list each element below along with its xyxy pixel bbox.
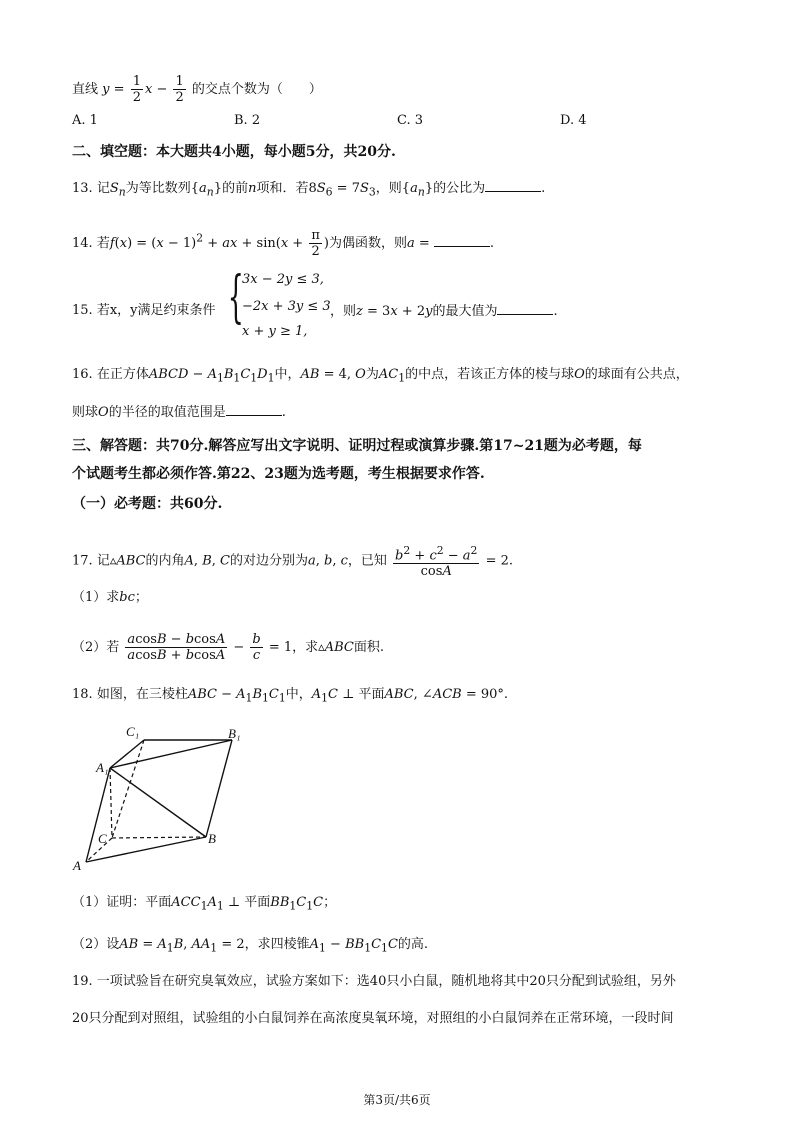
q12-stem-tail: 直线 y = $\frac{1}{2}$ x − $\frac{1}{2}$ 的交点个数为（ ） — [72, 74, 322, 105]
q17: 17. 记▵ABC的内角A, B, C的对边分别为a, b, c，已知 $\frac{b^2 + c^2 - a^2}{\cos A}$ = 2. — [72, 544, 514, 580]
section3-heading-line1: 三、解答题：共70分.解答应写出文字说明、证明过程或演算步骤.第17~21题为必考题，每 — [72, 438, 642, 454]
q12-option-b: B. 2 — [234, 113, 261, 128]
label-c: C — [98, 831, 107, 846]
q13: 13. 记$S_n$为等比数列$\{a_n\}$的前n项和．若$8S_6 = 7S_3$，则$\{a_n\}$的公比为 . — [72, 181, 546, 199]
label-a1: A₁ — [96, 760, 109, 775]
q12-option-c: C. 3 — [397, 113, 424, 128]
q15-tail: ，则z = 3x + 2y的最大值为 . — [330, 304, 558, 319]
page-footer: 第3页/共6页 — [363, 1093, 431, 1107]
q15-label: 15. 若x，y满足约束条件 — [72, 303, 216, 318]
q18-part2: （2）设AB = $A_1B$, $AA_1 = 2$，求四棱锥$A_1 - BB_1C_1C$的高. — [72, 937, 429, 955]
q18-part1: （1）证明：平面$ACC_1A_1$ ⊥ 平面$BB_1C_1C$； — [72, 895, 337, 913]
label-c1: C₁ — [126, 724, 140, 739]
section3-heading-line2: 个试题考生都必须作答.第22、23题为选考题，考生根据要求作答. — [72, 466, 485, 482]
section2-heading: 二、填空题：本大题共4小题，每小题5分，共20分. — [72, 144, 396, 160]
prism-figure — [60, 722, 260, 874]
q14: 14. 若$f(x) = (x - 1)^2$ + ax + sin(x + $\frac{\pi}{2}$ )为偶函数，则a = . — [72, 228, 495, 259]
q16-line2: 则球O的半径的取值范围是 . — [72, 405, 286, 420]
q17-part2: （2）若 $\frac{acosB - bcosA}{acosB + bcosA}$ − $\frac{b}{c}$ = 1，求▵ABC面积. — [72, 632, 384, 663]
q13-answer-blank — [485, 179, 541, 192]
q12-option-d: D. 4 — [560, 113, 587, 128]
q16-line1: 16. 在正方体ABCD − $A_1B_1C_1D_1$中，AB = 4, O为$AC_1$的中点，若该正方体的棱与球O的球面有公共点， — [72, 367, 689, 385]
q18: 18. 如图，在三棱柱ABC − $A_1B_1C_1$中，$A_1C$ ⊥ 平面ABC, ∠ACB = 90°. — [72, 687, 509, 705]
label-b: B — [208, 831, 216, 846]
q15-answer-blank — [497, 302, 553, 315]
q14-answer-blank — [434, 234, 490, 247]
q16-answer-blank — [226, 403, 282, 416]
label-a: A — [73, 858, 81, 873]
q19-line1: 19. 一项试验旨在研究臭氧效应，试验方案如下：选40只小白鼠，随机地将其中20只分配到试验组，另外 — [72, 974, 676, 989]
q19-line2: 20只分配到对照组，试验组的小白鼠饲养在高浓度臭氧环境，对照组的小白鼠饲养在正常环境，一段时间 — [72, 1011, 674, 1026]
label-b1: B₁ — [228, 726, 241, 741]
q12-option-a: A. 1 — [72, 113, 98, 128]
q17-part1: （1）求bc； — [72, 590, 148, 605]
part1-heading: （一）必考题：共60分. — [72, 496, 223, 512]
